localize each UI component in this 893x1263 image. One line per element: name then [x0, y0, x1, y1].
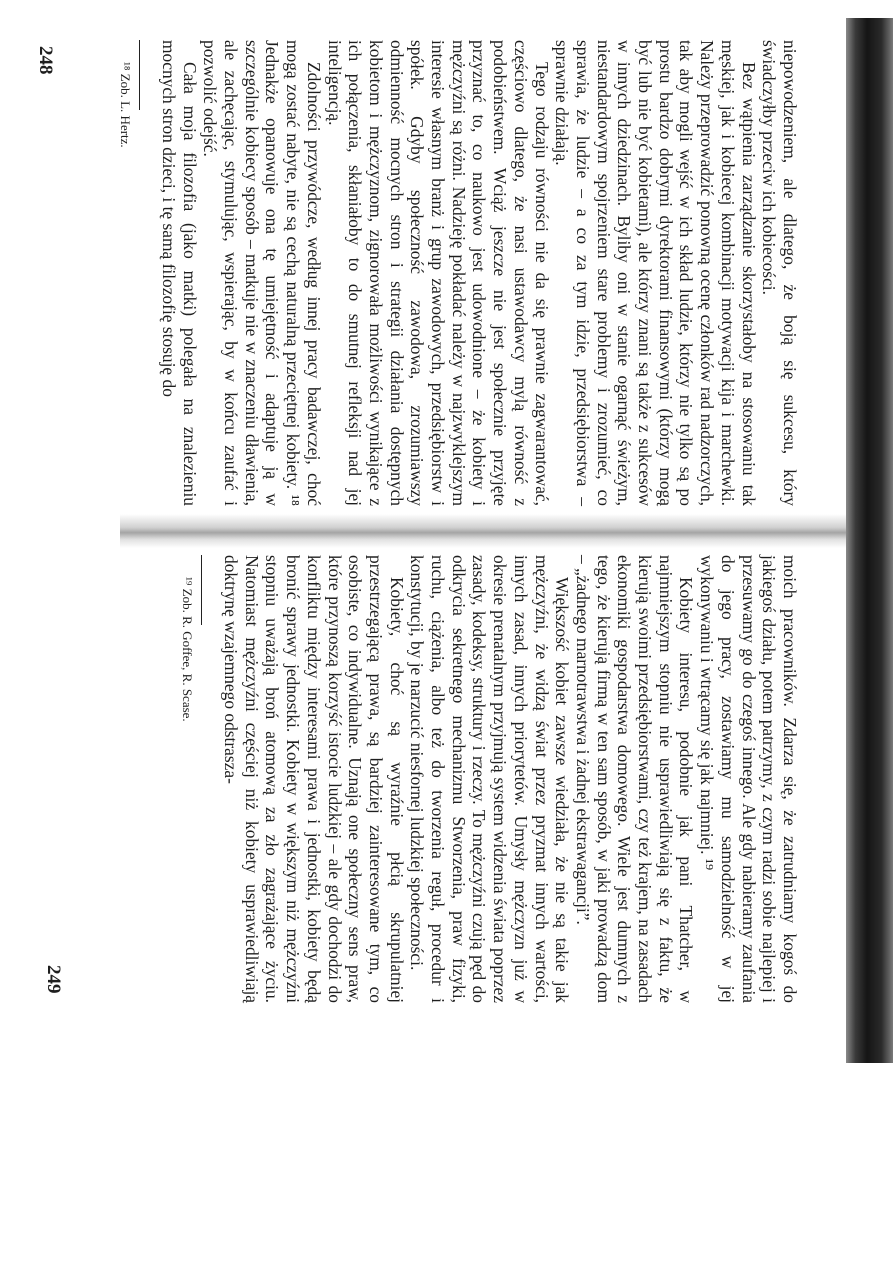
paragraph: Tego rodzaju równości nie da się prawnie zagwarantować, częściowo dlatego, że nasi ustawodawcy mylą równość z podobieństwem. Wciąż jeszcze nie jest społecznie przyjęte przyznać to, co naukowo jest udowodnione – że kobiety i mężczyźni są różni. Nadzieję pokładać należy w najzwyklejszym interesie własnym branż i grup zawodowych, przedsiębiorstw i spółek. Gdyby społeczność zawodowa, zrozumiawszy odmienność mocnych stron i strategii działania dostępnych kobietom i mężczyznom, zignorowała możliwości wynikające z ich połączenia, skłaniałoby to do smutnej refleksji nad jej inteligencją. — [324, 40, 552, 506]
binding-shadow — [846, 18, 893, 1063]
paragraph: Bez wątpienia zarządzanie skorzystałoby na stosowaniu tak męskiej, jak i kobiecej kombinacji motywacji kija i marchewki. Należy przeprowadzić ponowną ocenę członków rad nadzorczych, tak aby mogli wejść w ich skład ludzie, którzy nie tylko są po prostu bardzo dobrymi dyrektorami finansowymi (którzy mogą być lub nie być kobietami), ale którzy znani są także z sukcesów w innych dziedzinach. Byliby oni w stanie ogarnąć świeżym, niestandardowym spojrzeniem stare problemy i zrozumieć, co sprawia, że ludzie – a co za tym idzie, przedsiębiorstwa – sprawnie działają. — [552, 40, 759, 506]
paragraph: Zdolności przywódcze, według innej pracy badawczej, choć mogą zostać nabyte, nie są cechą naturalną przeciętnej kobiety. ¹⁸ Jednakże opanowuje ona tę umiejętność i adaptuje ją w szczególnie kobiecy sposób – matkuje nie w znaczeniu dławienia, ale zachęcając, stymulując, wspierając, by w końcu zaufać i pozwolić odejść. — [200, 40, 324, 506]
footnote: ¹⁸ Zob. L. Hertz. — [118, 62, 134, 148]
paragraph: Kobiety, choć są wyraźnie płcią skrupulatniej przestrzegającą prawa, są bardziej zainteresowane tym, co osobiste, co indywidualne. Uznają one społeczny sens praw, które przynoszą korzyść istocie ludzkiej – ale gdy dochodzi do konfliktu między interesami prawa i jednostki, kobiety będą bronić sprawy jednostki. Kobiety w większym niż mężczyźni stopniu uważają broń atomową za zło zagrażające życiu. Natomiast mężczyźni częściej niż kobiety usprawiedliwiają doktrynę wzajemnego odstrasza- — [221, 555, 407, 1003]
right-page — [35, 555, 800, 1003]
left-page — [35, 40, 800, 506]
paragraph: Kobiety interesu, podobnie jak pani Thatcher, w najmniejszym stopniu nie usprawiedliwiają się z faktu, że kierują swoimi przedsiębiorstwami, czy też krajem, na zasadach ekonomiki gospodarstwa domowego. Wiele jest dumnych z tego, że kierują firmą w ten sam sposób, w jaki prowadzą dom – „żadnego marnotrawstwa i żadnej ekstrawagancji”. — [572, 555, 697, 1003]
paragraph: niepowodzeniem, ale dlatego, że boją się sukcesu, który świadczyłby przeciw ich kobiecości. — [759, 40, 800, 506]
footnote-rule — [139, 40, 140, 110]
footnote: ¹⁹ Zob. R. Goffee, R. Scase. — [180, 577, 196, 722]
paragraph: Większość kobiet zawsze wiedziała, że nie są takie jak mężczyźni, że widzą świat przez pryzmat innych wartości, innych zasad, innych priorytetów. Umysły mężczyzn już w okresie prenatalnym przyjmują system widzenia świata poprzez zasady, kodeksy, struktury i rzeczy. To mężczyźni czują pęd do odkrycia sekretnego mechanizmu Stworzenia, praw fizyki, ruchu, ciążenia, albo też do tworzenia reguł, procedur i konstytucji, by je narzucić niesfornej ludzkiej społeczności. — [407, 555, 573, 1003]
page-number: 248 — [35, 46, 56, 75]
paragraph: moich pracowników. Zdarza się, że zatrudniamy kogoś do jakiegoś działu, potem patrzymy, z czym radzi sobie najlepiej i przesuwamy go do czegoś innego. Ale gdy nabieramy zaufania do jego pracy, zostawiamy mu samodzielność w jej wykonywaniu i wtrącamy się jak najmniej. ¹⁹ — [697, 555, 800, 1003]
footnote-rule — [201, 555, 202, 625]
page-number: 249 — [43, 965, 64, 994]
page-gutter — [120, 514, 846, 548]
paragraph: Cała moja filozofia (jako matki) polegała na znalezieniu mocnych stron dzieci, i tę samą filozofię stosuję do — [158, 40, 200, 506]
